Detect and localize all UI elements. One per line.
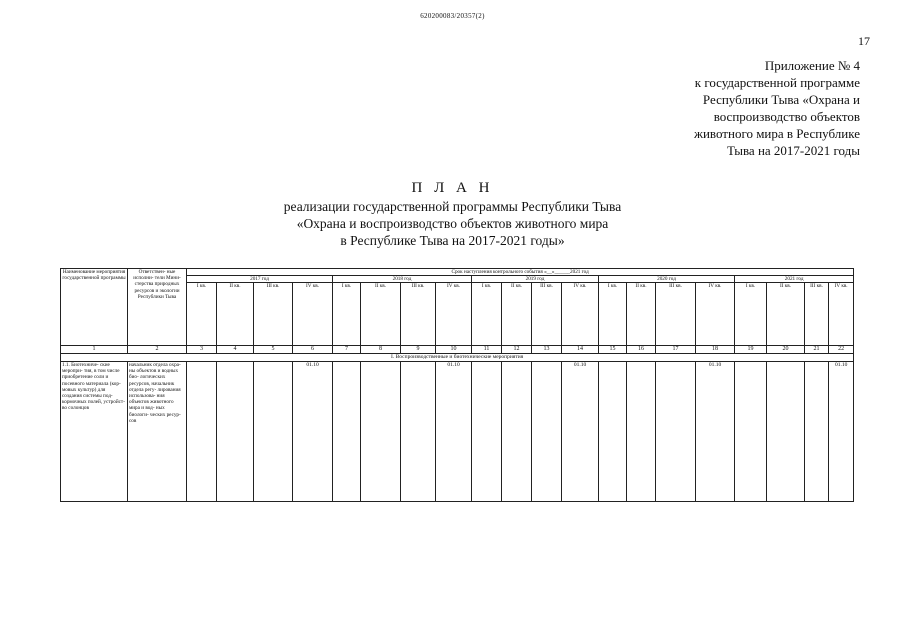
section-title: I. Воспроизводственные и биотехнические мероприятия [61, 354, 854, 362]
column-number: 13 [532, 346, 562, 354]
quarter-mark-cell [333, 361, 361, 501]
table-row [61, 361, 854, 501]
col-header-measure: Наименование мероприятия государственной программы [61, 269, 128, 346]
quarter-mark-cell [187, 361, 217, 501]
deadline-header: Срок наступления контрольного события «__»______2021 год [187, 269, 854, 276]
quarter-mark-cell [599, 361, 627, 501]
quarter-mark-cell: 01.10 [829, 361, 854, 501]
plan-table [60, 268, 854, 502]
page-number: 17 [858, 34, 870, 48]
column-number: 12 [502, 346, 532, 354]
appendix-line: Республики Тыва «Охрана и [702, 92, 860, 107]
header-row-deadline [61, 269, 854, 276]
quarter-header: II кв. [627, 283, 656, 346]
column-number: 19 [735, 346, 767, 354]
quarter-mark-cell: 01.10 [293, 361, 333, 501]
column-number: 7 [333, 346, 361, 354]
column-number: 21 [805, 346, 829, 354]
quarter-header: III кв. [401, 283, 436, 346]
quarter-header: I кв. [187, 283, 217, 346]
year-header: 2020 год [599, 276, 735, 283]
subtitle-line: реализации государственной программы Республики Тыва [283, 199, 622, 214]
column-number: 5 [254, 346, 293, 354]
quarter-header: III кв. [805, 283, 829, 346]
quarter-mark-cell [217, 361, 254, 501]
quarter-mark-cell [656, 361, 696, 501]
column-number: 15 [599, 346, 627, 354]
quarter-header: II кв. [767, 283, 805, 346]
section-row [61, 354, 854, 362]
quarter-mark-cell [502, 361, 532, 501]
measure-name-cell: 1.1. Биотехниче- ские меропри- тия, в том числе приобретение соли и посевного материала (кор- мовых культур) для создания системы под- кормочных полей, устройст- во солонцов [61, 361, 128, 501]
appendix-line: к государственной программе [694, 75, 860, 90]
quarter-header: IV кв. [436, 283, 472, 346]
column-number: 17 [656, 346, 696, 354]
year-header: 2017 год [187, 276, 333, 283]
col-header-responsible: Ответствен- ные исполни- тели Мини- стерства природных ресурсов и экологии Республики Тыва [128, 269, 187, 346]
quarter-mark-cell: 01.10 [696, 361, 735, 501]
quarter-header: I кв. [599, 283, 627, 346]
quarter-header: III кв. [532, 283, 562, 346]
quarter-mark-cell [735, 361, 767, 501]
subtitle-line: в Республике Тыва на 2017-2021 годы» [340, 233, 565, 248]
quarter-mark-cell [805, 361, 829, 501]
column-number: 1 [61, 346, 128, 354]
quarter-mark-cell [532, 361, 562, 501]
quarter-header: I кв. [472, 283, 502, 346]
quarter-mark-cell [627, 361, 656, 501]
quarter-mark-cell [401, 361, 436, 501]
quarter-header: IV кв. [562, 283, 599, 346]
quarter-header: IV кв. [696, 283, 735, 346]
column-number: 20 [767, 346, 805, 354]
plan-title: П Л А Н [411, 180, 494, 196]
quarter-mark-cell [361, 361, 401, 501]
subtitle-line: «Охрана и воспроизводство объектов животного мира [296, 216, 609, 231]
quarter-mark-cell [472, 361, 502, 501]
quarter-header: IV кв. [293, 283, 333, 346]
quarter-mark-cell: 01.10 [562, 361, 599, 501]
column-number: 3 [187, 346, 217, 354]
year-header: 2019 год [472, 276, 599, 283]
column-number: 6 [293, 346, 333, 354]
quarter-header: III кв. [254, 283, 293, 346]
appendix-line: воспроизводство объектов [713, 109, 860, 124]
quarter-mark-cell [254, 361, 293, 501]
column-number: 16 [627, 346, 656, 354]
year-header: 2018 год [333, 276, 472, 283]
quarter-header: IV кв. [829, 283, 854, 346]
quarter-header: III кв. [656, 283, 696, 346]
column-number: 4 [217, 346, 254, 354]
column-number-row [61, 346, 854, 354]
appendix-block [620, 57, 860, 159]
column-number: 14 [562, 346, 599, 354]
appendix-line: Тыва на 2017-2021 годы [726, 143, 860, 158]
quarter-header: II кв. [217, 283, 254, 346]
quarter-header: I кв. [735, 283, 767, 346]
responsible-cell: начальник отдела охра- ны объектов и водных био- логических ресурсов, начальник отдела регу- лирования использова- ния объектов животного мира и вод- ных биологи- ческих ресур- сов [128, 361, 187, 501]
plan-subtitle [0, 198, 905, 249]
column-number: 2 [128, 346, 187, 354]
document-id: 620200083/20357(2) [420, 12, 485, 20]
column-number: 22 [829, 346, 854, 354]
column-number: 11 [472, 346, 502, 354]
quarter-header: II кв. [361, 283, 401, 346]
quarter-mark-cell [767, 361, 805, 501]
column-number: 10 [436, 346, 472, 354]
column-number: 8 [361, 346, 401, 354]
column-number: 9 [401, 346, 436, 354]
year-header: 2021 год [735, 276, 854, 283]
column-number: 18 [696, 346, 735, 354]
appendix-line: животного мира в Республике [693, 126, 860, 141]
quarter-header: II кв. [502, 283, 532, 346]
quarter-mark-cell: 01.10 [436, 361, 472, 501]
quarter-header: I кв. [333, 283, 361, 346]
appendix-line: Приложение № 4 [764, 58, 860, 73]
